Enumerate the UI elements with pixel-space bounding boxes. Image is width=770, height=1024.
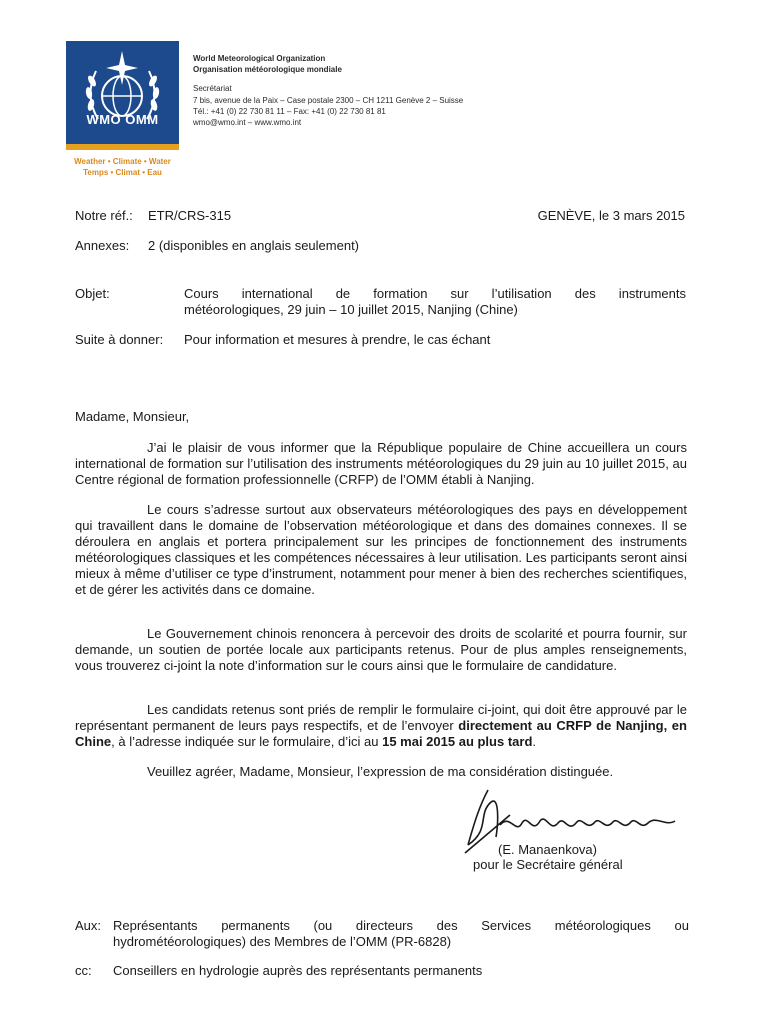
annex-label: Annexes: [75, 238, 130, 253]
logo-text: WMO OMM [86, 112, 159, 127]
subject-line2: météorologiques, 29 juin – 10 juillet 2015, Nanjing (Chine) [184, 302, 518, 317]
aux-label: Aux: [75, 918, 102, 933]
annex-value: 2 (disponibles en anglais seulement) [148, 238, 360, 253]
paragraph-3: Le Gouvernement chinois renoncera à percevoir des droits de scolarité et pourra fournir, sur demande, un soutien de portée locale aux participants retenus. Pour de plus amples renseignements, vous trouverez ci-joint la note d’information sur le cours ainsi que le formulaire de candidature. [75, 626, 687, 673]
place-date: GENÈVE, le 3 mars 2015 [537, 208, 685, 223]
signatory-title: pour le Secrétaire général [473, 857, 623, 872]
ref-value: ETR/CRS-315 [148, 208, 232, 223]
tagline-fr: Temps • Climat • Eau [83, 168, 162, 177]
closing: Veuillez agréer, Madame, Monsieur, l’expression de ma considération distinguée. [147, 764, 614, 779]
tagline-en: Weather • Climate • Water [74, 157, 171, 166]
action-label: Suite à donner: [75, 332, 164, 347]
logo-accent-bar [66, 144, 179, 150]
cc-label: cc: [75, 963, 92, 978]
deadline-recipient: directement au CRFP de Nanjing, en Chine [75, 718, 687, 749]
aux-line2: hydrométéorologiques) des Membres de l’OMM (PR-6828) [113, 934, 452, 949]
deadline-date: 15 mai 2015 au plus tard [382, 734, 533, 749]
org-name-fr: Organisation météorologique mondiale [193, 65, 342, 74]
ref-label: Notre réf.: [75, 208, 133, 223]
subject-line1: Cours international de formation sur l’utilisation des instruments [184, 286, 686, 301]
aux-line1: Représentants permanents (ou directeurs des Services météorologiques ou [113, 918, 689, 933]
wmo-emblem-icon [66, 41, 179, 144]
salutation: Madame, Monsieur, [75, 409, 190, 424]
org-name-en: World Meteorological Organization [193, 54, 326, 63]
cc-value: Conseillers en hydrologie auprès des représentants permanents [113, 963, 483, 978]
org-secretariat: Secrétariat [193, 84, 232, 93]
paragraph-4: Les candidats retenus sont priés de remplir le formulaire ci-joint, qui doit être approuvé par le représentant permanent de leurs pays respectifs, et de l’envoyer directement au CRFP de Nanjing, en Chine, à l’adresse indiquée sur le formulaire, d’ici au 15 mai 2015 au plus tard. [75, 702, 687, 749]
org-phone: Tél.: +41 (0) 22 730 81 11 – Fax: +41 (0) 22 730 81 81 [193, 107, 386, 116]
paragraph-1: J’ai le plaisir de vous informer que la République populaire de Chine accueillera un cours international de formation sur l’utilisation des instruments météorologiques du 29 juin au 10 juillet 2015, au Centre régional de formation professionnelle (CRFP) de l’OMM établi à Nanjing. [75, 440, 687, 487]
wmo-logo [66, 41, 179, 144]
action-value: Pour information et mesures à prendre, le cas échant [184, 332, 491, 347]
signatory-name: (E. Manaenkova) [498, 842, 597, 857]
org-address: 7 bis, avenue de la Paix – Case postale 2300 – CH 1211 Genève 2 – Suisse [193, 96, 464, 105]
org-web: wmo@wmo.int – www.wmo.int [193, 118, 302, 127]
paragraph-2: Le cours s’adresse surtout aux observateurs météorologiques des pays en développement qui travaillent dans le domaine de l’observation météorologique et dans des domaines connexes. Il se déroulera en anglais et portera principalement sur les principes de fonctionnement des instruments météorologiques classiques et les compétences nécessaires à leur utilisation. Les participants seront ainsi mieux à même d’utiliser ce type d’instrument, notamment pour mener à bien des recherches scientifiques, et de gérer les activités dans ce domaine. [75, 502, 687, 597]
subject-label: Objet: [75, 286, 110, 301]
